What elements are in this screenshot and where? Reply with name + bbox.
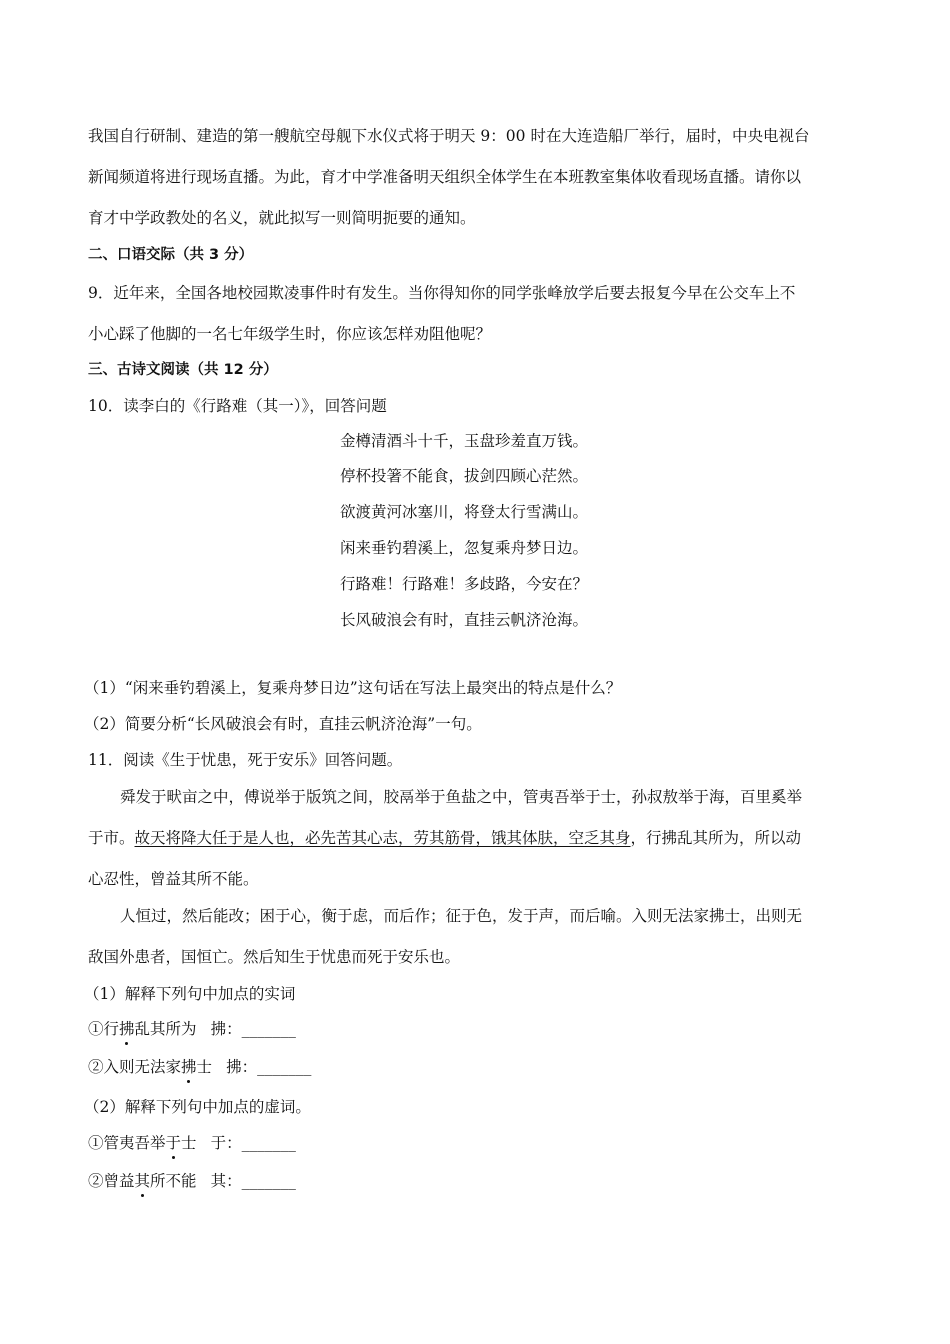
item-text: 管夷吾举 bbox=[103, 1134, 166, 1152]
q10-prompt: 10．读李白的《行路难（其一）》，回答问题 bbox=[88, 397, 387, 415]
poem-line: 长风破浪会有时，直挂云帆济沧海。 bbox=[340, 611, 589, 629]
item-text: 乱其所为 bbox=[134, 1020, 197, 1038]
answer-blank: 其：_______ bbox=[210, 1172, 296, 1190]
dotted-character: 拂 bbox=[119, 1020, 135, 1038]
passage-p1-line-1: 舜发于畎亩之中，傅说举于版筑之间，胶鬲举于鱼盐之中，管夷吾举于士，孙叔敖举于海，百里奚举 bbox=[120, 788, 803, 806]
item-text: 行 bbox=[103, 1020, 120, 1038]
dotted-character: 其 bbox=[134, 1172, 151, 1190]
answer-blank: 拂：_______ bbox=[210, 1020, 296, 1038]
sub-heading-function-words: （2）解释下列句中加点的虚词。 bbox=[84, 1098, 311, 1116]
item-text: 所不能 bbox=[150, 1172, 197, 1190]
q10-sub-question-2: （2）简要分析“长风破浪会有时，直挂云帆济沧海”一句。 bbox=[84, 715, 482, 733]
passage-text: 于市。 bbox=[88, 829, 135, 847]
item-content-word-2 bbox=[88, 1057, 311, 1077]
item-text: 士 bbox=[181, 1134, 197, 1152]
section-heading-oral: 二、口语交际（共 3 分） bbox=[88, 247, 254, 263]
passage-p2-line-2: 敌国外患者，国恒亡。然后知生于忧患而死于安乐也。 bbox=[88, 948, 461, 966]
poem-line: 停杯投箸不能食，拔剑四顾心茫然。 bbox=[340, 467, 589, 485]
passage-p1-line-2 bbox=[88, 828, 801, 848]
intro-line-2: 新闻频道将进行现场直播。为此，育才中学准备明天组织全体学生在本班教室集体收看现场直播。请你以 bbox=[88, 168, 802, 186]
poem-line: 闲来垂钓碧溪上，忽复乘舟梦日边。 bbox=[340, 539, 589, 557]
item-function-word-1 bbox=[88, 1133, 296, 1153]
q9-line-1: 9．近年来，全国各地校园欺凌事件时有发生。当你得知你的同学张峰放学后要去报复今早在公交车上不 bbox=[88, 284, 796, 302]
item-number: ② bbox=[88, 1058, 104, 1076]
answer-blank: 拂：_______ bbox=[226, 1058, 312, 1076]
poem-line: 金樽清酒斗十千，玉盘珍羞直万钱。 bbox=[340, 432, 589, 450]
dotted-character: 于 bbox=[165, 1134, 182, 1152]
item-text: 士 bbox=[196, 1058, 213, 1076]
dotted-character: 拂 bbox=[181, 1058, 197, 1076]
sub-heading-content-words: （1）解释下列句中加点的实词 bbox=[84, 985, 296, 1003]
item-text: 曾益 bbox=[103, 1172, 135, 1190]
answer-blank: 于：_______ bbox=[210, 1134, 296, 1152]
item-number: ① bbox=[88, 1020, 104, 1038]
item-content-word-1 bbox=[88, 1019, 296, 1039]
passage-p1-line-3: 心忍性，曾益其所不能。 bbox=[88, 870, 259, 888]
q11-prompt: 11．阅读《生于忧患，死于安乐》回答问题。 bbox=[88, 751, 403, 769]
item-function-word-2 bbox=[88, 1171, 296, 1191]
item-text: 入则无法家 bbox=[103, 1058, 182, 1076]
underlined-sentence: 故天将降大任于是人也，必先苦其心志，劳其筋骨，饿其体肤，空乏其身 bbox=[134, 829, 631, 847]
passage-p2-line-1: 人恒过，然后能改；困于心，衡于虑，而后作；征于色，发于声，而后喻。入则无法家拂士，出则无 bbox=[120, 907, 803, 925]
poem-line: 欲渡黄河冰塞川，将登太行雪满山。 bbox=[340, 503, 589, 521]
section-heading-classical: 三、古诗文阅读（共 12 分） bbox=[88, 362, 278, 378]
item-number: ② bbox=[88, 1172, 104, 1190]
poem-line: 行路难！行路难！多歧路，今安在？ bbox=[340, 575, 589, 593]
q10-sub-question-1: （1）“闲来垂钓碧溪上，复乘舟梦日边”这句话在写法上最突出的特点是什么？ bbox=[84, 679, 622, 697]
passage-text: ，行拂乱其所为，所以动 bbox=[630, 829, 802, 847]
intro-line-3: 育才中学政教处的名义，就此拟写一则简明扼要的通知。 bbox=[88, 209, 476, 227]
item-number: ① bbox=[88, 1134, 104, 1152]
q9-line-2: 小心踩了他脚的一名七年级学生时，你应该怎样劝阻他呢？ bbox=[88, 325, 492, 343]
intro-line-1: 我国自行研制、建造的第一艘航空母舰下水仪式将于明天 9：00 时在大连造船厂举行，届时，中央电视台 bbox=[88, 127, 810, 145]
